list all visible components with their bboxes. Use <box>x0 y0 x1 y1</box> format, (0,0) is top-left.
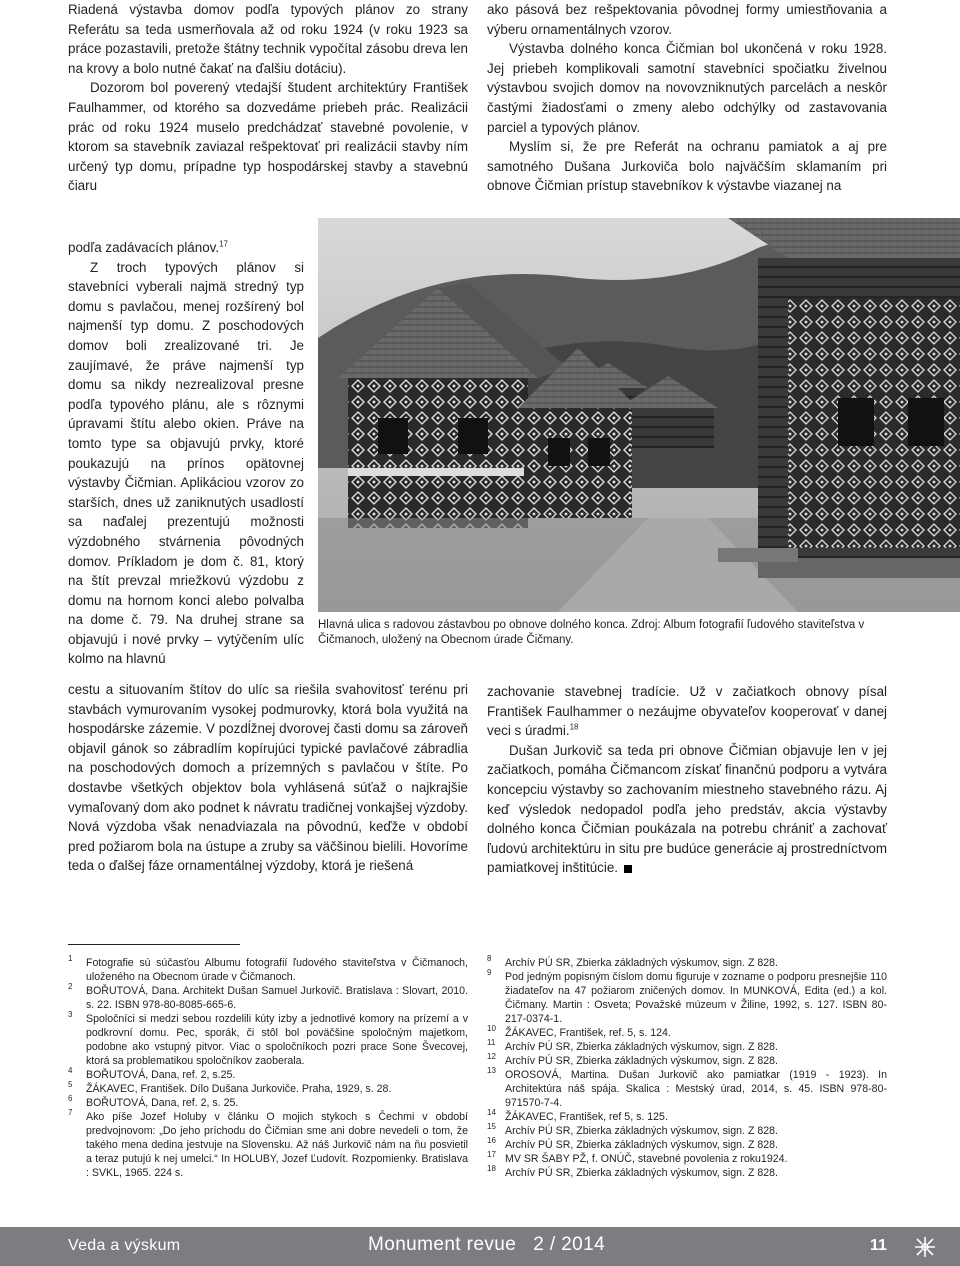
footnote: 12 Archív PÚ SR, Zbierka základných výskumov, sign. Z 828. <box>487 1052 778 1067</box>
footnote-text: BOŘUTOVÁ, Dana. Architekt Dušan Samuel Jurkovič. Bratislava : Slovart, 2010. s. 22. ISBN 978-80-8085-665-6. <box>86 985 468 1011</box>
footnote-text: Fotografie sú súčasťou Albumu fotografií ľudového staviteľstva v Čičmanoch, uloženého na Obecnom úrade v Čičmanoch. <box>86 957 468 983</box>
footnote: 3 Spoločníci si medzi sebou rozdelili kúty izby a jednotlivé komory na prízemí a v podkrovní domu. Pec, sporák, či stôl bol poväčšine spoločným majetkom, podobne ako vstupný pitvor. Viac o spoločníkoch pozri prace Sone Švecovej, ktorá sa problematikou spoločníkov zaoberala. <box>68 1010 468 1067</box>
page-footer <box>0 1227 960 1266</box>
paragraph-text: Dušan Jurkovič sa teda pri obnove Čičmian objavuje len v jej začiatkoch, pomáha Čičmancom získať finančnú podporu a vytvára koncepciu výstavby so zachovaním miestneho stavebného rázu. Aj keď výsledok nedopadol podľa jeho predstáv, akcia výstavby dolného konca Čičmian poukázala na potrebu chrániť a zachovať ľudovú architektúru in situ pre budúce generácie aj prostredníctvom pamiatkovej inštitúcie. <box>487 742 887 876</box>
village-street-photo <box>318 218 960 612</box>
footnote-text: ŽÁKAVEC, František. Dílo Dušana Jurkoviče. Praha, 1929, s. 28. <box>86 1083 392 1095</box>
footnote: 7 Ako píše Jozef Holuby v článku O mojich stykoch s Čechmi v období predvojnovom: „Do jeho príchodu do Čičmian sme ani dobre nevedeli o tom, že takého mena dedina jestvuje na Slovensku. Až náš Jurkovič nám na ňu posvietil a teraz putujú k nej umelci.“ In HOLUBY, Jozef Ľudovít. Rozpomienky. Bratislava : SVKL, 1965. 224 s. <box>68 1108 468 1179</box>
left-column-bottom <box>68 680 468 876</box>
paragraph: Výstavba dolného konca Čičmian bol ukončená v roku 1928. Jej priebeh komplikovali samotní stavebníci spočiatku živelnou výstavbou svojich domov na novovzniknutých parcelách a neskôr častými žiadosťami o zmeny alebo odchýlky od zastavovania parciel a typových plánov. <box>487 41 887 135</box>
footnote-text: Spoločníci si medzi sebou rozdelili kúty izby a jednotlivé komory na prízemí a v podkrovní domu. Pec, sporák, či stôl bol poväčšine spoločným majetkom, podobne ako vstupný pitvor. Viac o spoločníkoch pozri prace Sone Švecovej, ktorá sa problematikou spoločníkov zaoberala. <box>86 1013 468 1067</box>
paragraph <box>487 682 887 741</box>
footnote-text: Archív PÚ SR, Zbierka základných výskumov, sign. Z 828. <box>505 1041 778 1053</box>
footnotes-left <box>68 956 468 1180</box>
right-column-bottom <box>487 682 887 878</box>
footnotes-right <box>487 956 887 1180</box>
footer-section-name: Veda a výskum <box>68 1237 181 1254</box>
footnote: 2 BOŘUTOVÁ, Dana. Architekt Dušan Samuel Jurkovič. Bratislava : Slovart, 2010. s. 22. ISBN 978-80-8085-665-6. <box>68 982 468 1011</box>
footnote-rule <box>68 944 240 945</box>
footnote: 6 BOŘUTOVÁ, Dana, ref. 2, s. 25. <box>68 1094 239 1109</box>
footnote: 1 Fotografie sú súčasťou Albumu fotografií ľudového staviteľstva v Čičmanoch, uloženého na Obecnom úrade v Čičmanoch. <box>68 954 468 983</box>
footnote-text: Ako píše Jozef Holuby v článku O mojich stykoch s Čechmi v období predvojnovom: „Do jeho príchodu do Čičmian sme ani dobre nevedeli o tom, že takého mena dedina jestvuje na Slovensku. Až náš Jurkovič nám na ňu posvietil a teraz putujú k nej umelci.“ In HOLUBY, Jozef Ľudovít. Rozpomienky. Bratislava : SVKL, 1965. 224 s. <box>86 1111 468 1179</box>
photo-illustration <box>318 218 960 612</box>
fence <box>718 548 798 562</box>
paragraph: Myslím si, že pre Referát na ochranu pamiatok a aj pre samotného Dušana Jurkoviča bolo najväčším sklamaním pri obnove Čičmian prístup stavebníkov k výstavbe viazanej na <box>487 139 887 194</box>
footnote-text: BOŘUTOVÁ, Dana, ref. 2, s. 25. <box>86 1097 239 1109</box>
paragraph-tail-text: podľa zadávacích plánov. <box>68 240 220 255</box>
footnote-text: ŽÁKAVEC, František, ref. 5, s. 124. <box>505 1027 671 1039</box>
right-column-top <box>487 0 887 196</box>
left-column-wrap <box>68 238 304 669</box>
footnote-ref: 18 <box>569 722 579 732</box>
footnote: 18 Archív PÚ SR, Zbierka základných výskumov, sign. Z 828. <box>487 1164 778 1179</box>
footnote: 4 BOŘUTOVÁ, Dana, ref. 2, s.25. <box>68 1066 236 1081</box>
photo-caption: Hlavná ulica s radovou zástavbou po obnove dolného konca. Zdroj: Album fotografií ľudového staviteľstva v Čičmanoch, uložený na Obecnom úrade Čičmany. <box>318 619 865 646</box>
paragraph <box>487 741 887 878</box>
footnote-text: Archív PÚ SR, Zbierka základných výskumov, sign. Z 828. <box>505 957 778 969</box>
paragraph-tail <box>68 238 304 258</box>
house-right <box>728 218 960 578</box>
footnote: 14 ŽÁKAVEC, František, ref 5, s. 125. <box>487 1108 668 1123</box>
footnote-text: Pod jedným popisným číslom domu figuruje v zozname o podporu presnejšie 110 žiadateľov na 47 požiarom zničených domov. In MUNKOVÁ, Edita (ed.) a kol. Čičmany. Martin : Osveta; Považské múzeum v Žiline, 1992, s. 127. ISBN 80-217-0374-1. <box>505 971 887 1025</box>
footnote-text: Archív PÚ SR, Zbierka základných výskumov, sign. Z 828. <box>505 1167 778 1179</box>
footnote-text: Archív PÚ SR, Zbierka základných výskumov, sign. Z 828. <box>505 1125 778 1137</box>
footnote: 11 Archív PÚ SR, Zbierka základných výskumov, sign. Z 828. <box>487 1038 778 1053</box>
paragraph: cestu a situovaním štítov do ulíc sa riešila svahovitosť terénu pri stavbách vymurovaním vysokej podmurovky, ktorá bola využitá na hospodárske zázemie. V pozdĺžnej dvorovej časti domu sa zároveň objavil gánok so zábradlím kopírujúci typické pavlačové zábradlia na poschodových domoch a prízemných s pavlačou v štíte. Po dostavbe všetkých objektov bola vyhlásená súťaž o najkrajšie vymaľovaný dom ako podnet k návratu tradičnej vonkajšej výzdoby. Nová výzdoba však nenadviazala na pôvodnú, keďže v období pred požiarom bola na ústupe a zruby sa väčšinou bielili. Hovoríme teda o ďalšej fáze ornamentálnej výzdoby, ktorá je riešená <box>68 682 468 874</box>
end-of-article-mark <box>624 865 632 873</box>
footer-journal-title: Monument revue 2 / 2014 <box>368 1234 606 1255</box>
footnote-text: BOŘUTOVÁ, Dana, ref. 2, s.25. <box>86 1069 236 1081</box>
paragraph: Dozorom bol poverený vtedajší študent architektúry František Faulhammer, od ktorého sa dozvedáme priebeh prác. Realizácii prác od roku 1924 muselo predchádzať stavebné povolenie, v ktorom sa stavebník zaviazal rešpektovať pri realizácii stavby ním určený typ domu, prípadne typ hospodárskej stavby a stavebnú čiaru <box>68 80 468 194</box>
footnote-ref: 17 <box>219 239 228 249</box>
footnote-text: MV SR ŠABY PŽ, f. ONÚČ, stavebné povolenia z roku1924. <box>505 1153 788 1165</box>
footnote: 8 Archív PÚ SR, Zbierka základných výskumov, sign. Z 828. <box>487 954 778 969</box>
footnote: 9 Pod jedným popisným číslom domu figuruje v zozname o podporu presnejšie 110 žiadateľov na 47 požiarom zničených domov. In MUNKOVÁ, Edita (ed.) a kol. Čičmany. Martin : Osveta; Považské múzeum v Žiline, 1992, s. 127. ISBN 80-217-0374-1. <box>487 968 887 1025</box>
footnote: 13 OROSOVÁ, Martina. Dušan Jurkovič ako pamiatkar (1919 - 1923). In Architektúra náš spája. Skalica : Mestský úrad, 2014, s. 45. ISBN 978-80-971570-7-4. <box>487 1066 887 1109</box>
footnote-text: Archív PÚ SR, Zbierka základných výskumov, sign. Z 828. <box>505 1055 778 1067</box>
footnote: 17 MV SR ŠABY PŽ, f. ONÚČ, stavebné povolenia z roku1924. <box>487 1150 788 1165</box>
footnote-text: Archív PÚ SR, Zbierka základných výskumov, sign. Z 828. <box>505 1139 778 1151</box>
footnote-text: ŽÁKAVEC, František, ref 5, s. 125. <box>505 1111 668 1123</box>
footnote: 10 ŽÁKAVEC, František, ref. 5, s. 124. <box>487 1024 671 1039</box>
footnote: 15 Archív PÚ SR, Zbierka základných výskumov, sign. Z 828. <box>487 1122 778 1137</box>
footnote-text: OROSOVÁ, Martina. Dušan Jurkovič ako pamiatkar (1919 - 1923). In Architektúra náš spája. Skalica : Mestský úrad, 2014, s. 45. ISBN 978-80-971570-7-4. <box>505 1069 887 1109</box>
footnote: 5 ŽÁKAVEC, František. Dílo Dušana Jurkoviče. Praha, 1929, s. 28. <box>68 1080 392 1095</box>
paragraph: Z troch typových plánov si stavebníci vyberali najmä stredný typ domu s pavlačou, menej rozšírený bol najmenší typ domu. Z poschodových domov boli zrealizované tri. Je zaujímavé, že práve najmenší typ domu sa nikdy nezrealizoval presne podľa typového plánu, ale s rôznymi úpravami štítu alebo okien. Práve na tomto type sa objavujú prvky, ktoré poukazujú na prínos opätovnej výstavby Čičmian. Aplikáciou vzorov zo starších, dnes už zaniknutých usadlostí sa naďalej prezentujú možnosti výzdobného stvárnenia pôvodných domov. Príkladom je dom č. 81, ktorý na štít prevzal mriežkovú výzdobu z domu na hornom konci alebo polvalba na dome č. 79. Na druhej strane sa objavujú i nové prvky – vytýčením ulíc kolmo na hlavnú <box>68 259 304 667</box>
paragraph: Riadená výstavba domov podľa typových plánov zo strany Referátu sa teda usmerňovala až od roku 1924 (v roku 1923 sa práce pozastavili, pretože štátny technik vypočítal zásobu dreva len na krovy a bolo nutné čakať na ďalšiu dotáciu). <box>68 2 468 76</box>
page-number: 11 <box>870 1237 887 1254</box>
footnote: 16 Archív PÚ SR, Zbierka základných výskumov, sign. Z 828. <box>487 1136 778 1151</box>
journal-logo-icon <box>912 1234 938 1260</box>
left-column-top <box>68 0 468 196</box>
paragraph-text: zachovanie stavebnej tradície. Už v začiatkoch obnovy písal František Faulhammer o nezáujme obyvateľov kooperovať v danej veci s úradmi. <box>487 684 887 739</box>
paragraph: ako pásová bez rešpektovania pôvodnej formy umiestňovania a výberu ornamentálnych vzorov. <box>487 2 887 37</box>
